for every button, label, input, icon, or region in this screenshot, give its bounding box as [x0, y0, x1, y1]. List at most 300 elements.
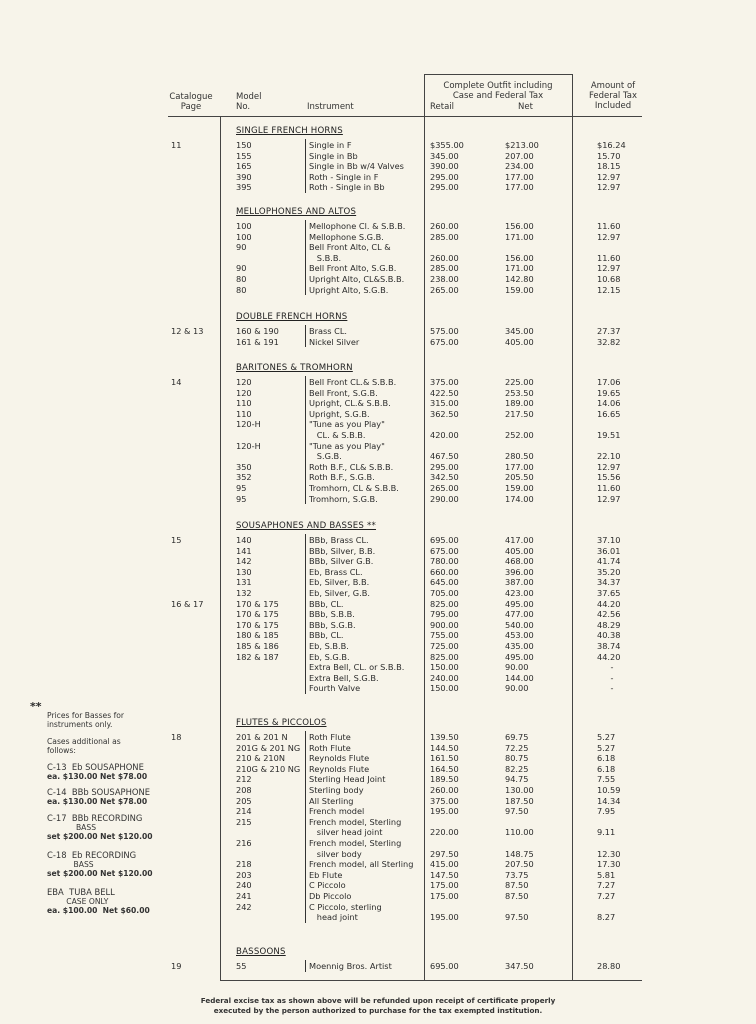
instrument-divider — [305, 960, 306, 972]
cell-retail: 144.50 — [430, 742, 459, 753]
cell-tax: 14.34 — [597, 795, 621, 806]
cell-tax: 7.55 — [597, 774, 616, 785]
cell-inst: Bell Front, S.G.B. — [309, 387, 378, 398]
cell-model: 90 — [236, 242, 247, 253]
header-model-line2: No. — [236, 102, 251, 112]
cell-net: 234.00 — [505, 161, 534, 172]
cell-inst: Reynolds Flute — [309, 763, 370, 774]
instrument-divider — [305, 220, 306, 295]
cell-page: 16 & 17 — [171, 598, 204, 609]
header-tax-line2: Federal Tax — [588, 91, 638, 101]
cell-net: 82.25 — [505, 763, 529, 774]
cell-model: 130 — [236, 566, 252, 577]
cell-retail: 695.00 — [430, 961, 459, 971]
cell-retail: 825.00 — [430, 651, 459, 662]
cell-net: 205.50 — [505, 472, 534, 483]
cell-tax: 5.81 — [597, 869, 616, 880]
cell-retail: 675.00 — [430, 336, 459, 347]
cell-retail: 375.00 — [430, 795, 459, 806]
cell-net: 159.00 — [505, 284, 534, 295]
cell-retail: 695.00 — [430, 535, 459, 545]
cell-retail: 375.00 — [430, 377, 459, 387]
cell-inst: Single in Bb w/4 Valves — [309, 161, 404, 172]
cell-inst: Bell Front Alto, CL & — [309, 242, 391, 253]
cell-inst: Db Piccolo — [309, 891, 352, 901]
cell-net: 171.00 — [505, 231, 534, 242]
cell-retail: 755.00 — [430, 630, 459, 641]
cell-inst: BBb, Brass CL. — [309, 535, 369, 545]
cell-retail: 795.00 — [430, 609, 459, 620]
sidebar-note-line2: instruments only. — [47, 720, 113, 729]
section-title: DOUBLE FRENCH HORNS — [236, 312, 348, 322]
cell-inst: Tromhorn, S.G.B. — [309, 493, 378, 504]
cell-inst: Sterling Head Joint — [309, 774, 386, 785]
cell-tax: 12.97 — [597, 171, 621, 182]
cell-retail: 260.00 — [430, 221, 459, 231]
cell-model: 185 & 186 — [236, 641, 279, 651]
cell-inst: Eb, S.G.B. — [309, 651, 350, 662]
cell-inst: Roth Flute — [309, 732, 351, 742]
cell-net: 207.50 — [505, 859, 534, 870]
cell-model: 95 — [236, 493, 247, 504]
cell-tax: $16.24 — [597, 140, 626, 150]
cell-inst: Upright, S.G.B. — [309, 408, 370, 419]
cell-net: 90.00 — [505, 683, 529, 694]
cell-inst: Extra Bell, S.G.B. — [309, 672, 379, 683]
cell-inst: Moennig Bros. Artist — [309, 961, 392, 971]
header-instrument: Instrument — [307, 102, 354, 112]
cell-net: 252.00 — [505, 430, 534, 440]
cell-inst: silver head joint — [309, 827, 383, 838]
cell-retail: 265.00 — [430, 483, 459, 493]
cell-page: 15 — [171, 535, 182, 545]
cell-inst: C Piccolo, sterling — [309, 901, 382, 912]
cell-inst: BBb, CL. — [309, 630, 344, 641]
cell-tax: 6.18 — [597, 763, 616, 774]
sidebar-case-line: ea. $100.00 Net $60.00 — [47, 906, 150, 915]
cell-inst: C Piccolo — [309, 880, 346, 891]
cell-tax: 7.27 — [597, 891, 616, 901]
cell-model: 210G & 210 NG — [236, 763, 301, 774]
cell-net: 495.00 — [505, 598, 534, 609]
cell-inst: Extra Bell, CL. or S.B.B. — [309, 662, 405, 673]
cell-net: 156.00 — [505, 252, 534, 263]
cell-net: 417.00 — [505, 535, 534, 545]
cell-model: 210 & 210N — [236, 753, 285, 764]
cell-net: 435.00 — [505, 641, 534, 651]
tax-footer-note — [0, 996, 756, 1016]
cell-tax: 7.27 — [597, 880, 616, 891]
cell-inst: Upright, CL.& S.B.B. — [309, 398, 391, 409]
header-retail: Retail — [430, 102, 455, 112]
cell-tax: 12.97 — [597, 231, 621, 242]
cell-page: 18 — [171, 732, 182, 742]
cell-model: 80 — [236, 284, 247, 295]
cell-tax: 40.38 — [597, 630, 621, 641]
cell-retail: $355.00 — [430, 140, 464, 150]
cell-tax: - — [610, 683, 614, 694]
sidebar-stars: ** — [30, 700, 42, 713]
cell-tax: 35.20 — [597, 566, 621, 577]
cell-net: 144.00 — [505, 672, 534, 683]
cell-tax: 42.56 — [597, 609, 621, 620]
cell-inst: Tromhorn, CL & S.B.B. — [309, 483, 399, 493]
cell-retail: 290.00 — [430, 493, 459, 504]
cell-retail: 575.00 — [430, 326, 459, 336]
sidebar-cases-intro — [47, 737, 121, 755]
cell-inst: Single in Bb — [309, 150, 358, 161]
cell-tax: 37.10 — [597, 535, 621, 545]
cell-net: 405.00 — [505, 336, 534, 347]
cell-retail: 295.00 — [430, 461, 459, 472]
cell-retail: 150.00 — [430, 662, 459, 673]
sidebar-case-line: CASE ONLY — [47, 897, 109, 906]
cell-retail: 900.00 — [430, 619, 459, 630]
cell-inst: Roth B.F., S.G.B. — [309, 472, 375, 483]
sidebar-case-line: set $200.00 Net $120.00 — [47, 869, 153, 878]
sidebar-cases-line2: follows: — [47, 746, 76, 755]
cell-retail: 345.00 — [430, 150, 459, 161]
cell-inst: French model, Sterling — [309, 838, 402, 848]
cell-tax: - — [610, 672, 614, 683]
outfit-right-rule — [572, 74, 573, 980]
cell-tax: 28.80 — [597, 961, 621, 971]
section-title: BASSOONS — [236, 947, 286, 957]
cell-net: 396.00 — [505, 566, 534, 577]
cell-model: 212 — [236, 774, 252, 785]
cell-model: 170 & 175 — [236, 619, 279, 630]
cell-net: 94.75 — [505, 774, 529, 785]
cell-retail: 295.00 — [430, 182, 459, 193]
cell-model: 208 — [236, 785, 252, 795]
table-bottom-rule — [220, 980, 642, 981]
cell-tax: 9.11 — [597, 827, 616, 838]
cell-retail: 150.00 — [430, 683, 459, 694]
cell-retail: 422.50 — [430, 387, 459, 398]
cell-retail: 175.00 — [430, 891, 459, 901]
cell-model: 120-H — [236, 419, 261, 430]
cell-net: 177.00 — [505, 461, 534, 472]
header-tax-line1: Amount of — [590, 81, 636, 91]
cell-net: 73.75 — [505, 869, 529, 880]
section-title: BARITONES & TROMHORN — [236, 363, 353, 373]
sidebar-case-line: BASS — [47, 860, 94, 869]
cell-tax: 48.29 — [597, 619, 621, 630]
cell-retail: 164.50 — [430, 763, 459, 774]
cell-model: 182 & 187 — [236, 651, 279, 662]
cell-inst: CL. & S.B.B. — [309, 430, 366, 440]
cell-retail: 260.00 — [430, 252, 459, 263]
cell-net: 345.00 — [505, 326, 534, 336]
cell-page: 14 — [171, 377, 182, 387]
cell-tax: 11.60 — [597, 221, 621, 231]
cell-tax: 10.59 — [597, 785, 621, 795]
cell-tax: 15.56 — [597, 472, 621, 483]
cell-inst: Upright Alto, CL&S.B.B. — [309, 274, 405, 284]
cell-retail: 467.50 — [430, 451, 459, 462]
cell-tax: 14.06 — [597, 398, 621, 409]
cell-model: 55 — [236, 961, 247, 971]
cell-model: 180 & 185 — [236, 630, 279, 641]
cell-net: 477.00 — [505, 609, 534, 620]
cell-retail: 189.50 — [430, 774, 459, 785]
cell-tax: 12.97 — [597, 461, 621, 472]
cell-tax: 6.18 — [597, 753, 616, 764]
sidebar-case-item — [47, 887, 150, 915]
cell-retail: 825.00 — [430, 598, 459, 609]
cell-model: 95 — [236, 483, 247, 493]
cell-retail: 195.00 — [430, 912, 459, 923]
instrument-divider — [305, 139, 306, 193]
cell-retail: 660.00 — [430, 566, 459, 577]
cell-retail: 675.00 — [430, 545, 459, 556]
cell-net: 87.50 — [505, 880, 529, 891]
cell-tax: 17.06 — [597, 377, 621, 387]
cell-net: 280.50 — [505, 451, 534, 462]
sidebar-cases-line1: Cases additional as — [47, 737, 121, 746]
sidebar-case-item — [47, 850, 153, 878]
cell-inst: Eb, Silver, G.B. — [309, 588, 370, 598]
cell-tax: 12.15 — [597, 284, 621, 295]
cell-inst: "Tune as you Play" — [309, 440, 385, 451]
cell-net: 90.00 — [505, 662, 529, 673]
cell-net: 174.00 — [505, 493, 534, 504]
cell-tax: 5.27 — [597, 742, 616, 753]
cell-retail: 240.00 — [430, 672, 459, 683]
header-outfit — [424, 81, 572, 101]
instrument-divider — [305, 534, 306, 694]
cell-model: 120 — [236, 387, 252, 398]
cell-net: 225.00 — [505, 377, 534, 387]
cell-model: 241 — [236, 891, 252, 901]
cell-model: 218 — [236, 859, 252, 870]
cell-tax: 19.65 — [597, 387, 621, 398]
cell-inst: S.B.B. — [309, 252, 342, 263]
header-model-line1: Model — [236, 92, 262, 102]
header-federal-tax — [580, 81, 646, 111]
cell-model: 165 — [236, 161, 252, 172]
cell-net: 347.50 — [505, 961, 534, 971]
cell-retail: 238.00 — [430, 274, 459, 284]
cell-inst: Roth - Single in F — [309, 171, 379, 182]
cell-model: 131 — [236, 577, 252, 588]
sidebar-note — [47, 711, 124, 729]
cell-retail: 147.50 — [430, 869, 459, 880]
cell-page: 11 — [171, 140, 182, 150]
cell-inst: "Tune as you Play" — [309, 419, 385, 430]
cell-net: 405.00 — [505, 545, 534, 556]
footer-line2: executed by the person authorized to purchase for the tax exempted institution. — [213, 1006, 543, 1015]
cell-model: 90 — [236, 263, 247, 274]
cell-inst: Eb Flute — [309, 869, 343, 880]
cell-net: 156.00 — [505, 221, 534, 231]
cell-retail: 420.00 — [430, 430, 459, 440]
cell-retail: 195.00 — [430, 806, 459, 817]
cell-net: 495.00 — [505, 651, 534, 662]
cell-tax: 19.51 — [597, 430, 621, 440]
cell-inst: Single in F — [309, 140, 352, 150]
cell-tax: 12.97 — [597, 263, 621, 274]
cell-retail: 705.00 — [430, 588, 459, 598]
cell-retail: 645.00 — [430, 577, 459, 588]
cell-inst: BBb, Silver G.B. — [309, 556, 374, 567]
cell-inst: BBb, Silver, B.B. — [309, 545, 376, 556]
section-title: FLUTES & PICCOLOS — [236, 718, 327, 728]
header-net: Net — [518, 102, 533, 112]
cell-retail: 285.00 — [430, 231, 459, 242]
cell-tax: 15.70 — [597, 150, 621, 161]
cell-retail: 220.00 — [430, 827, 459, 838]
cell-tax: 8.27 — [597, 912, 616, 923]
cell-inst: BBb, S.G.B. — [309, 619, 356, 630]
instrument-divider — [305, 731, 306, 923]
cell-net: 468.00 — [505, 556, 534, 567]
cell-net: 159.00 — [505, 483, 534, 493]
cell-model: 155 — [236, 150, 252, 161]
cell-model: 170 & 175 — [236, 598, 279, 609]
outfit-top-rule — [424, 74, 572, 75]
cell-inst: head joint — [309, 912, 358, 923]
cell-net: 253.50 — [505, 387, 534, 398]
sidebar-case-line: C-13 Eb SOUSAPHONE — [47, 762, 144, 772]
cell-tax: 36.01 — [597, 545, 621, 556]
cell-net: 87.50 — [505, 891, 529, 901]
cell-inst: silver body — [309, 848, 362, 859]
cell-tax: 5.27 — [597, 732, 616, 742]
cell-net: 540.00 — [505, 619, 534, 630]
sidebar-case-item — [47, 762, 147, 781]
cell-tax: 41.74 — [597, 556, 621, 567]
cell-tax: - — [610, 662, 614, 673]
section-title: SOUSAPHONES AND BASSES ** — [236, 521, 377, 531]
cell-net: 69.75 — [505, 732, 529, 742]
sidebar-case-line: C-18 Eb RECORDING — [47, 850, 137, 860]
cell-inst: Roth - Single in Bb — [309, 182, 385, 193]
cell-model: 203 — [236, 869, 252, 880]
cell-model: 201G & 201 NG — [236, 742, 301, 753]
cell-model: 215 — [236, 816, 252, 827]
instrument-divider — [305, 376, 306, 504]
cell-model: 100 — [236, 221, 252, 231]
cell-net: 171.00 — [505, 263, 534, 274]
cell-inst: French model, all Sterling — [309, 859, 414, 870]
cell-retail: 780.00 — [430, 556, 459, 567]
cell-net: 130.00 — [505, 785, 534, 795]
cell-retail: 362.50 — [430, 408, 459, 419]
cell-tax: 38.74 — [597, 641, 621, 651]
cell-tax: 7.95 — [597, 806, 616, 817]
cell-tax: 11.60 — [597, 252, 621, 263]
cell-tax: 12.30 — [597, 848, 621, 859]
cell-model: 110 — [236, 398, 252, 409]
sidebar-case-line: EBA TUBA BELL — [47, 887, 115, 897]
cell-inst: All Sterling — [309, 795, 354, 806]
cell-page: 19 — [171, 961, 182, 971]
header-tax-line3: Included — [594, 101, 632, 111]
cell-net: 97.50 — [505, 806, 529, 817]
cell-model: 352 — [236, 472, 252, 483]
cell-model: 132 — [236, 588, 252, 598]
header-outfit-line1: Complete Outfit including — [443, 81, 553, 91]
header-catalogue-line2: Page — [180, 102, 202, 112]
cell-model: 120-H — [236, 440, 261, 451]
cell-net: 177.00 — [505, 182, 534, 193]
cell-retail: 260.00 — [430, 785, 459, 795]
cell-retail: 265.00 — [430, 284, 459, 295]
cell-inst: Reynolds Flute — [309, 753, 370, 764]
cell-inst: Bell Front Alto, S.G.B. — [309, 263, 397, 274]
sidebar-case-line: ea. $130.00 Net $78.00 — [47, 772, 148, 781]
cell-tax: 12.97 — [597, 182, 621, 193]
header-model — [236, 92, 262, 112]
cell-net: 177.00 — [505, 171, 534, 182]
cell-inst: Roth B.F., CL& S.B.B. — [309, 461, 394, 472]
cell-inst: BBb, CL. — [309, 598, 344, 609]
cell-retail: 725.00 — [430, 641, 459, 651]
section-title: MELLOPHONES AND ALTOS — [236, 207, 357, 217]
cell-net: 453.00 — [505, 630, 534, 641]
cell-tax: 44.20 — [597, 598, 621, 609]
cell-net: 110.00 — [505, 827, 534, 838]
cell-inst: Eb, Silver, B.B. — [309, 577, 370, 588]
cell-model: 141 — [236, 545, 252, 556]
section-title: SINGLE FRENCH HORNS — [236, 126, 343, 136]
cell-net: 142.80 — [505, 274, 534, 284]
cell-page: 12 & 13 — [171, 326, 204, 336]
cell-inst: Eb, S.B.B. — [309, 641, 349, 651]
catalogue-column-rule — [220, 116, 221, 980]
cell-tax: 44.20 — [597, 651, 621, 662]
cell-tax: 37.65 — [597, 588, 621, 598]
cell-retail: 139.50 — [430, 732, 459, 742]
cell-net: 72.25 — [505, 742, 529, 753]
cell-inst: Nickel Silver — [309, 336, 360, 347]
cell-model: 350 — [236, 461, 252, 472]
cell-retail: 161.50 — [430, 753, 459, 764]
cell-inst: French model — [309, 806, 365, 817]
cell-tax: 32.82 — [597, 336, 621, 347]
cell-tax: 22.10 — [597, 451, 621, 462]
header-outfit-line2: Case and Federal Tax — [452, 91, 544, 101]
instrument-divider — [305, 325, 306, 347]
cell-model: 120 — [236, 377, 252, 387]
sidebar-case-line: ea. $130.00 Net $78.00 — [47, 797, 148, 806]
cell-inst: Fourth Valve — [309, 683, 361, 694]
sidebar-case-item — [47, 813, 153, 841]
cell-model: 390 — [236, 171, 252, 182]
cell-model: 161 & 191 — [236, 336, 279, 347]
cell-net: 207.00 — [505, 150, 534, 161]
footer-line1: Federal excise tax as shown above will be refunded upon receipt of certificate properly — [200, 996, 556, 1005]
cell-model: 80 — [236, 274, 247, 284]
cell-inst: Roth Flute — [309, 742, 351, 753]
sidebar-case-line: C-17 BBb RECORDING — [47, 813, 143, 823]
cell-net: $213.00 — [505, 140, 539, 150]
cell-inst: French model, Sterling — [309, 816, 402, 827]
sidebar-case-line: BASS — [47, 823, 97, 832]
cell-retail: 390.00 — [430, 161, 459, 172]
cell-retail: 175.00 — [430, 880, 459, 891]
cell-model: 201 & 201 N — [236, 732, 288, 742]
cell-net: 387.00 — [505, 577, 534, 588]
cell-model: 160 & 190 — [236, 326, 279, 336]
cell-retail: 415.00 — [430, 859, 459, 870]
cell-tax: 10.68 — [597, 274, 621, 284]
cell-tax: 27.37 — [597, 326, 621, 336]
sidebar-case-line: C-14 BBb SOUSAPHONE — [47, 787, 151, 797]
cell-retail: 342.50 — [430, 472, 459, 483]
cell-tax: 11.60 — [597, 483, 621, 493]
